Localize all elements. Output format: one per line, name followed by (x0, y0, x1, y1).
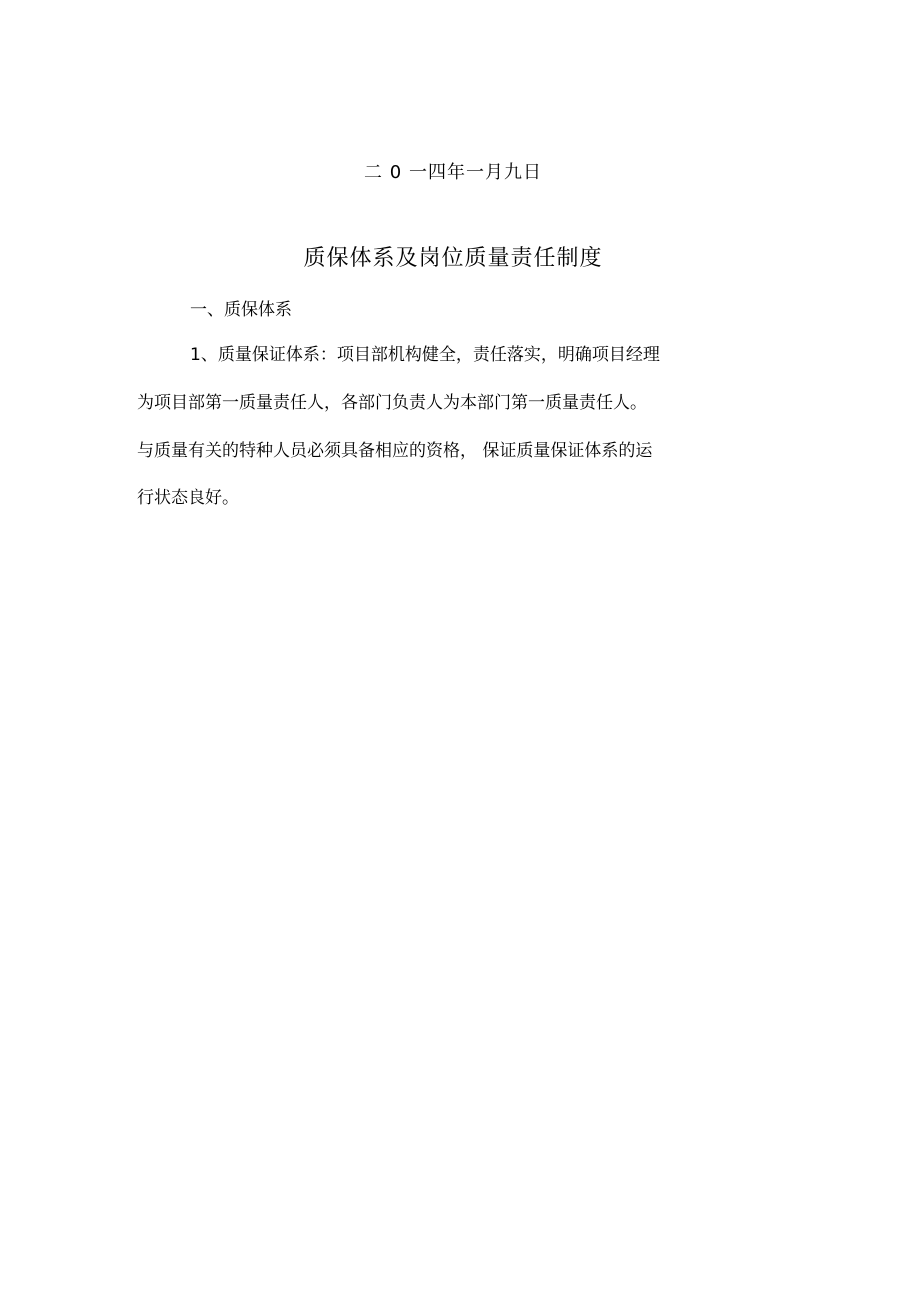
paragraph-line: 1、质量保证体系：项目部机构健全，责任落实，明确项目经理 (190, 345, 660, 365)
document-title: 质保体系及岗位质量责任制度 (303, 246, 603, 271)
section-heading: 一、质保体系 (190, 300, 292, 320)
paragraph-line: 为项目部第一质量责任人，各部门负责人为本部门第一质量责任人。 (137, 393, 647, 413)
date-line: 二 0 一四年一月九日 (364, 162, 542, 183)
paragraph-line: 与质量有关的特种人员必须具备相应的资格， 保证质量保证体系的运 (137, 441, 653, 461)
paragraph-line: 行状态良好。 (137, 488, 239, 508)
